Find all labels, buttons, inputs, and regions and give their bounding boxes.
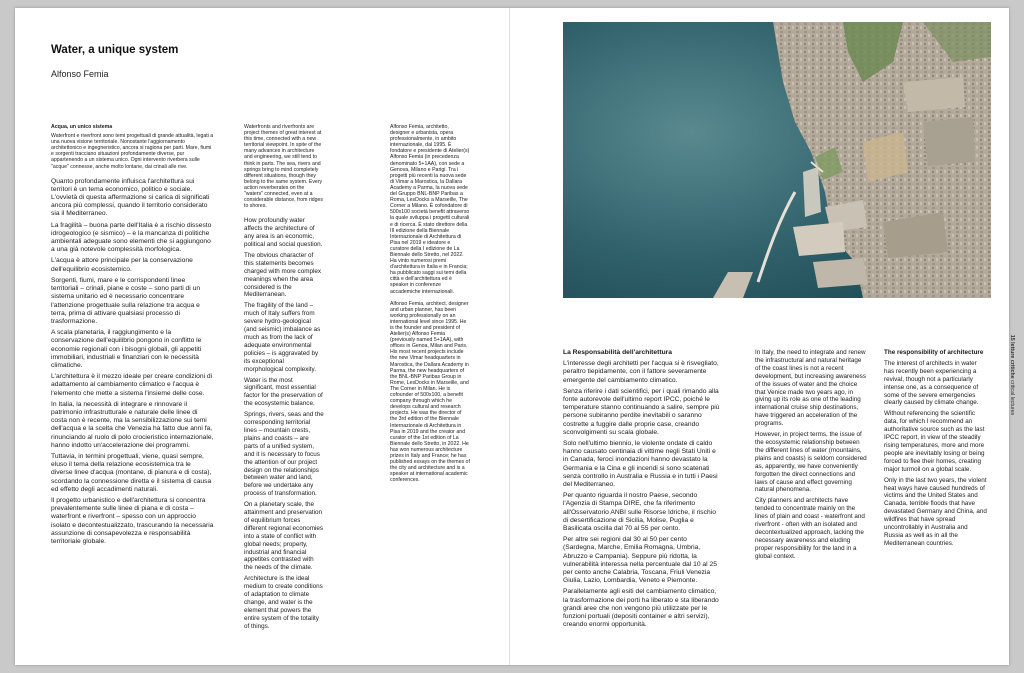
body-paragraph: Without referencing the scientific data, for which I recommend an authoritative source such as the last IPCC report, in view of the steadily rising temperatures, more and more people are inevitably losing or being forced to flee their homes, creating major turmoil on a global scale. (884, 410, 985, 473)
section-heading-acqua: Acqua, un unico sistema (51, 124, 113, 130)
body-paragraph: In Italy, the need to integrate and renew the infrastructural and natural heritage of the coast lines is not a recent development, but increasing awareness of the issues of water and the choice that Venice made two years ago, in giving up its role as one of the leading international cruise ship destinations, have triggered an acceleration of the programs. (755, 349, 866, 428)
body-paragraph: L'acqua è attore principale per la conservazione dell'equilibrio ecosistemico. (51, 257, 193, 273)
aerial-photo-illustration (563, 22, 991, 298)
body-paragraph: In Italia, la necessità di integrare e rinnovare il patrimonio infrastrutturale e naturale delle linee di costa non è recente, ma la sensibilizzazione sui temi dell'acqua e la scelta che Venezia ha fatto due anni fa, rinunciando al ruolo di polo crocieristico internazionale, hanno indotto un'accelerazione dei programmi. (51, 400, 214, 449)
body-paragraph: City planners and architects have tended to concentrate mainly on the lines of plain and coast - waterfront and riverfront - often with an isolated and decontextualized approach, lacking the necessary awareness and eluding proper responsibility for the land in a global context. (755, 497, 865, 560)
page-number: 15 (1009, 334, 1015, 341)
section-heading-responsibility: The responsibility of architecture (884, 349, 984, 356)
page-fold (509, 8, 510, 665)
body-paragraph: L'interesse degli architetti per l'acqua si è risvegliato, peraltro tiepidamente, con il fattore severamente emergente del cambiamento climatico. (563, 360, 719, 384)
body-paragraph: Il progetto urbanistico e dell'architettura si concentra prevalentemente sulle linee di piana e di costa – waterfront e riverfront – spesso con un approccio isolato e decontestualizzato, trascurando la necessaria assunzione di consapevolezza e responsabilità territoriale globale. (51, 496, 214, 545)
column-english-italy (755, 349, 867, 639)
intro-italian: Waterfront e riverfront sono temi progettuali di grande attualità, legati a una nuova visione territoriale. Nonostante l'aggiornamento architettonico e ingegneristico, ancora si ragiona per parti. Mare, fiumi e sorgenti tracciano situazioni profondamente diverse, pur appartenendo a un sistema unico. Ogni intervento riverbera sulle "acque" connesse, anche molto lontane, dai crinali alle rive. (51, 133, 214, 170)
body-paragraph: The fragility of the land – much of Italy suffers from severe hydro-geological (and seismic) imbalance as much as from the lack of adequate environmental policies – is aggravated by its exceptional morphological complexity. (244, 302, 321, 373)
body-paragraph: Springs, rivers, seas and the corresponding territorial lines – mountain crests, plains and coasts – are parts of a unified system, and it is necessary to focus the attention of our project design on the relationships between water and land, before we undertake any process of transformation. (244, 411, 324, 498)
body-paragraph: L'architettura è il mezzo ideale per creare condizioni di adattamento al cambiamento climatico e l'acqua è l'elemento che mette a sistema l'insieme delle cose. (51, 373, 213, 397)
aerial-photo-harbour (563, 22, 991, 298)
body-paragraph: How profoundly water affects the architecture of any area is an economic, political and social question. (244, 217, 323, 249)
body-paragraph: Water is the most significant, most essential factor for the preservation of the ecosystemic balance. (244, 376, 323, 408)
body-paragraph: Tuttavia, in termini progettuali, viene, quasi sempre, eluso il tema della relazione ecosistemica tra le diverse linee d'acqua (montane, di pianura e di costa), scordando la connessione diretta e il sistema di causa ed effetto degli accadimenti naturali. (51, 452, 212, 493)
intro-english: Waterfronts and riverfronts are project themes of great interest at this time, connected with a new territorial viewpoint. In spite of the many advances in architecture and engineering, we still tend to think in parts. The sea, rivers and springs bring to mind completely different situations, though they belong to the same system. Every action reverberates on the "waters" connected, even at a considerable distance, from ridges to shores. (244, 124, 324, 210)
column-italian-intro (51, 124, 214, 594)
body-paragraph: Sorgenti, fiumi, mare e le corrispondenti linee territoriali – crinali, piane e coste – sono parti di un sistema unitario ed è necessario concentrare l'attenzione progettuale sulla relazione tra acqua e terra, prima di attivare qualsiasi processo di trasformazione. (51, 276, 201, 325)
article-title: Water, a unique system (51, 44, 179, 56)
body-paragraph: Per quanto riguarda il nostro Paese, secondo l'Agenzia di Stampa DIRE, che fa riferimento all'Osservatorio ANBI sulle Risorse Idriche, il rischio di desertificazione di Sicilia, Molise, Puglia e Basilicata oscilla dal 70 al 55 per cento. (563, 492, 716, 533)
body-paragraph: La fragilità – buona parte dell'Italia è a rischio dissesto idrogeologico (e sismico) – e la mancanza di politiche ambientali adeguate sono elementi che si aggiungono a una già notevole complessità morfologica. (51, 221, 212, 254)
column-responsibility (884, 349, 988, 639)
section-heading-responsabilita: La Responsabilità dell'architettura (563, 349, 672, 356)
side-folio-text (1009, 335, 1015, 415)
body-paragraph: On a planetary scale, the attainment and preservation of equilibrium forces different regional economies into a state of conflict with global needs; property, industrial and financial appetites contrasted with the needs of the climate. (244, 501, 323, 572)
side-folio (1008, 320, 1016, 430)
body-paragraph: However, in project terms, the issue of the ecosystemic relationship between the different lines of water (mountains, plains and coasts) is seldom considered as, apparently, we have conveniently forgotten the direct connections and laws of cause and effect governing natural phenomena. (755, 431, 867, 494)
column-responsabilita (563, 349, 721, 639)
body-paragraph: Solo nell'ultimo biennio, le violente ondate di caldo hanno causato centinaia di vittime negli Stati Uniti e in Canada, feroci inondazioni hanno devastato la Germania e la Cina e gli incendi si sono scatenati senza controllo in Australia e Russia e in tutti i Paesi del Mediterraneo. (563, 440, 718, 489)
body-paragraph: Senza riferire i dati scientifici, per i quali rimando alla fonte autorevole dell'ultimo report IPCC, poiché le temperature stanno continuando a salire, sempre più persone subiranno perdite inevitabili o saranno costrette a fuggire dalle proprie case, creando sconvolgimenti su scala globale. (563, 387, 720, 436)
author-bio-italian: Alfonso Femia, architetto, designer e urbanista, opera professionalmente, in ambito internazionale, dal 1995. È fondatore e presidente di Atelier(s) Alfonso Femia (in precedenza denominato 5+1AA), con sede a Genova, Milano e Parigi. Tra i progetti più recenti la nuova sede di Vimar a Marostica, la Dallara Academy a Parma, la nuova sede del Gruppo BNL-BNP Paribas a Roma, LesDocks a Marseille, The Corner a Milano. È cofondatore di 500x100 società benefit attraverso la quale sviluppa i progetti culturali e di ricerca. È stato direttore della III edizione della Biennale Internazionale di Architettura di Pisa nel 2019 e ideatore e curatore della I edizione de La Biennale dello Stretto, nel 2022. Ha vinto numerosi premi d'architettura in Italia e in Francia; ha pubblicato saggi sui temi della città e dell'architettura ed è speaker in conferenze accademiche internazionali. (390, 124, 470, 295)
body-paragraph: A scala planetaria, il raggiungimento e la conservazione dell'equilibrio pongono in conflitto le economie regionali con i bisogni globali, gli appetiti immobiliari, industriali e finanziari con le necessità climatiche. (51, 329, 202, 369)
body-paragraph: Per altre sei regioni dal 30 al 50 per cento (Sardegna, Marche, Emilia Romagna, Umbria, Abruzzo e Campania). Seppure più ridotta, la vulnerabilità interessa nella percentuale dal 10 al 25 per cento anche Calabria, Toscana, Friuli Venezia Giulia, Lazio, Lombardia, Veneto e Piemonte. (563, 536, 717, 585)
body-paragraph: Quanto profondamente influisca l'architettura sui territori è un tema economico, politico e sociale. L'ovvietà di questa affermazione si carica di significati ancora più complessi, quando il territorio considerato sia il Mediterraneo. (51, 177, 210, 218)
body-paragraph: Only in the last two years, the violent heat ways have caused hundreds of victims and the United States and Canada, terrible floods that have devastated Germany and China, and wildfires that have spread uncontrollably in Australia and Russia as well as in all the Mediterranean countries. (884, 476, 987, 547)
column-author-bio (390, 124, 470, 644)
article-author: Alfonso Femia (51, 69, 109, 79)
body-paragraph: Architecture is the ideal medium to create conditions of adaptation to climate change, and water is the element that powers the entire system of the totality of things. (244, 575, 323, 630)
author-bio-english: Alfonso Femia, architect, designer and urban planner, has been working professionally on an international level since 1995. He is the founder and president of Atelier(s) Alfonso Femia (previously named 5+1AA), with offices in Genoa, Milan and Paris. His most recent projects include the new Vimar headquarters in Marostica, the Dallara Academy in Parma, the new headquarters of the BNL-BNP Paribas Group in Rome, LesDocks in Marseille, and The Corner in Milan. He is cofounder of 500x100, a benefit company through which he develops cultural and research projects. He was the director of the 3rd edition of the Biennale Internazionale di Architettura in Pisa in 2019 and the creator and curator of the 1st edition of La Biennale dello Stretto, in 2022. He has won numerous architecture prizes in Italy and France; he has published essays on the themes of the city and architecture and is a speaker at international academic conferences. (390, 300, 470, 484)
body-paragraph: The obvious character of this statements becomes charged with more complex meanings when the area considered is the Mediterranean. (244, 251, 321, 299)
series-name: letture critiche (1009, 342, 1015, 379)
body-paragraph: Parallelamente agli esiti del cambiamento climatico, la trasformazione dei porti ha liberato e sta liberando grandi aree che non vengono più utilizzate per le funzioni portuali (depositi container e altri servizi), creando enormi opportunità. (563, 588, 719, 629)
column-english-intro (244, 124, 324, 644)
series-subtitle: critical lectures (1009, 380, 1015, 416)
body-paragraph: The interest of architects in water has recently been experiencing a revival, though not a particularly intense one, as a consequence of some of the severe emergencies clearly caused by climate change. (884, 359, 979, 407)
